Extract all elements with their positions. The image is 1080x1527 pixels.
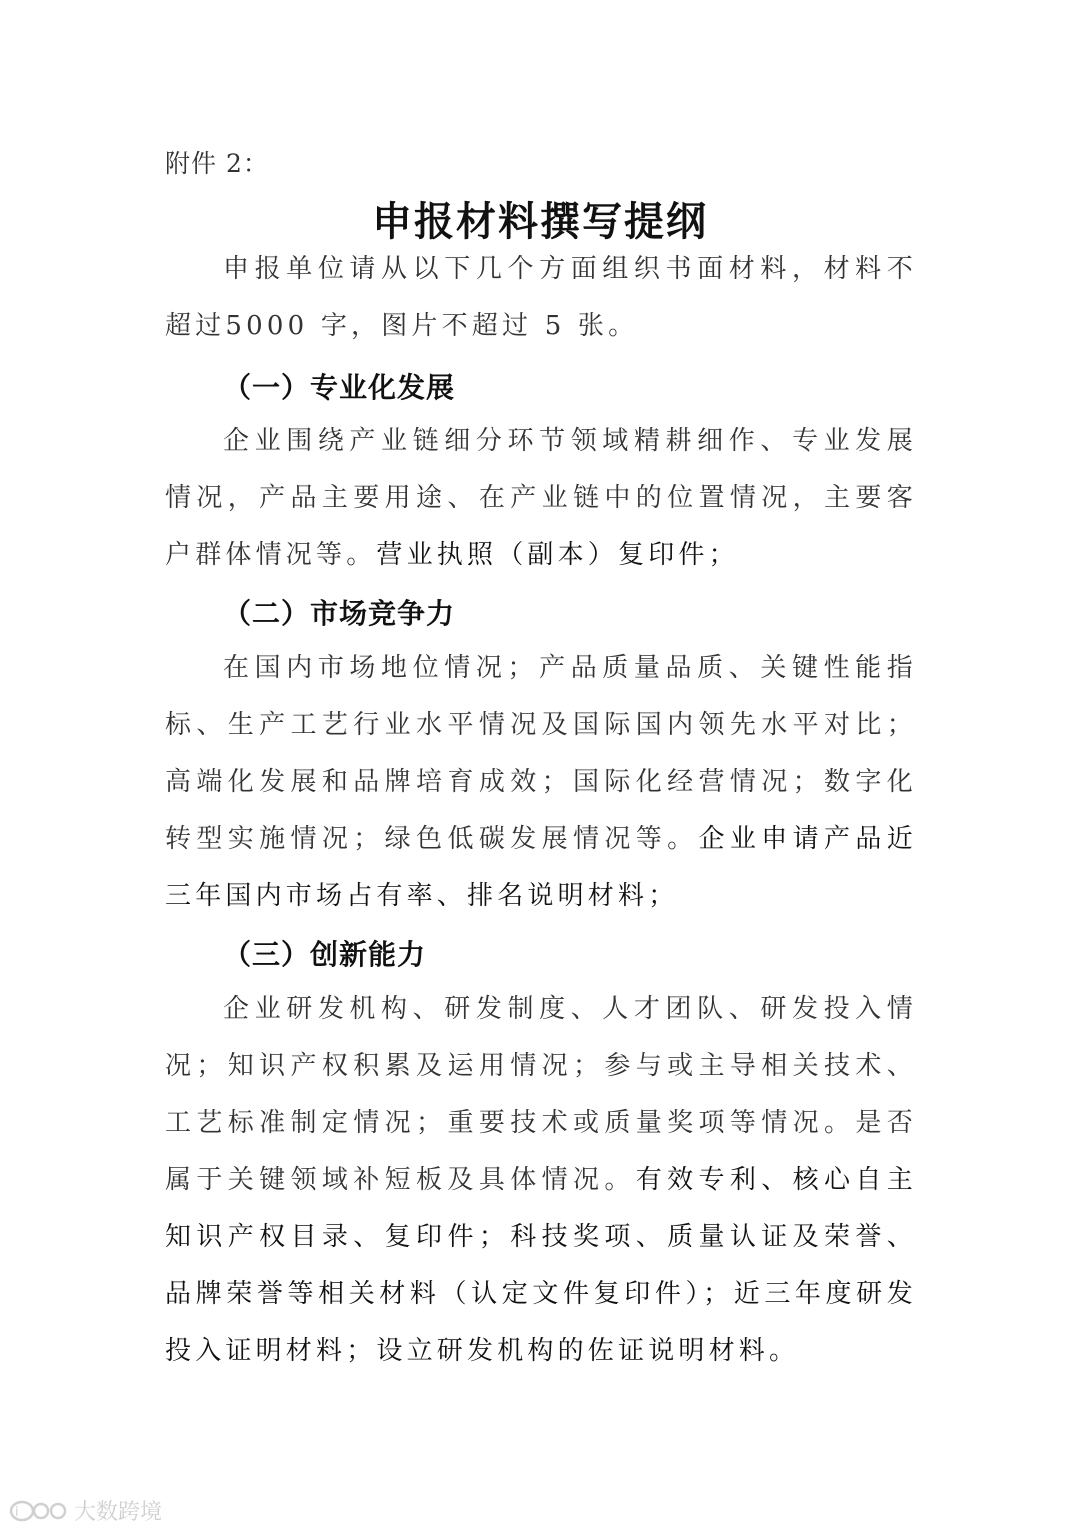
section-heading-2: （二）市场竞争力 [223,597,456,630]
section-paragraph-1 [165,413,917,584]
section-required-1: 营业执照（副本）复印件； [376,540,739,570]
watermark-text: 大数跨境 [74,1500,163,1525]
section-heading-1: （一）专业化发展 [223,371,456,404]
attachment-label: 附件 2： [165,149,269,178]
section-text-2: 在国内市场地位情况；产品质量品质、关键性能指标、生产工艺行业水平情况及国际国内领先水平对比；高端化发展和品牌培育成效；国际化经营情况；数字化转型实施情况；绿色低碳发展情况等。 [165,653,917,854]
intro-paragraph: 申报单位请从以下几个方面组织书面材料，材料不超过5000 字，图片不超过 5 张。 [165,254,917,341]
svg-text:i: i [15,1504,19,1520]
dashuju-logo-icon [8,1498,68,1524]
section-text-3: 企业研发机构、研发制度、人才团队、研发投入情况；知识产权积累及运用情况；参与或主导相关技术、工艺标准制定情况；重要技术或质量奖项等情况。是否属于关键领域补短板及具体情况。 [165,994,917,1195]
section-heading-3: （三）创新能力 [223,938,427,971]
section-text-1: 企业围绕产业链细分环节领域精耕细作、专业发展情况，产品主要用途、在产业链中的位置情况，主要客户群体情况等。 [165,426,917,570]
section-required-2: 企业申请产品近三年国内市场占有率、排名说明材料； [165,824,917,911]
document-title: 申报材料撰写提纲 [372,199,708,245]
section-required-3: 有效专利、核心自主知识产权目录、复印件；科技奖项、质量认证及荣誉、品牌荣誉等相关材料（认定文件复印件）；近三年度研发投入证明材料；设立研发机构的佐证说明材料。 [165,1165,917,1366]
section-paragraph-2 [165,640,917,925]
section-paragraph-3 [165,981,917,1380]
watermark [8,1495,162,1526]
